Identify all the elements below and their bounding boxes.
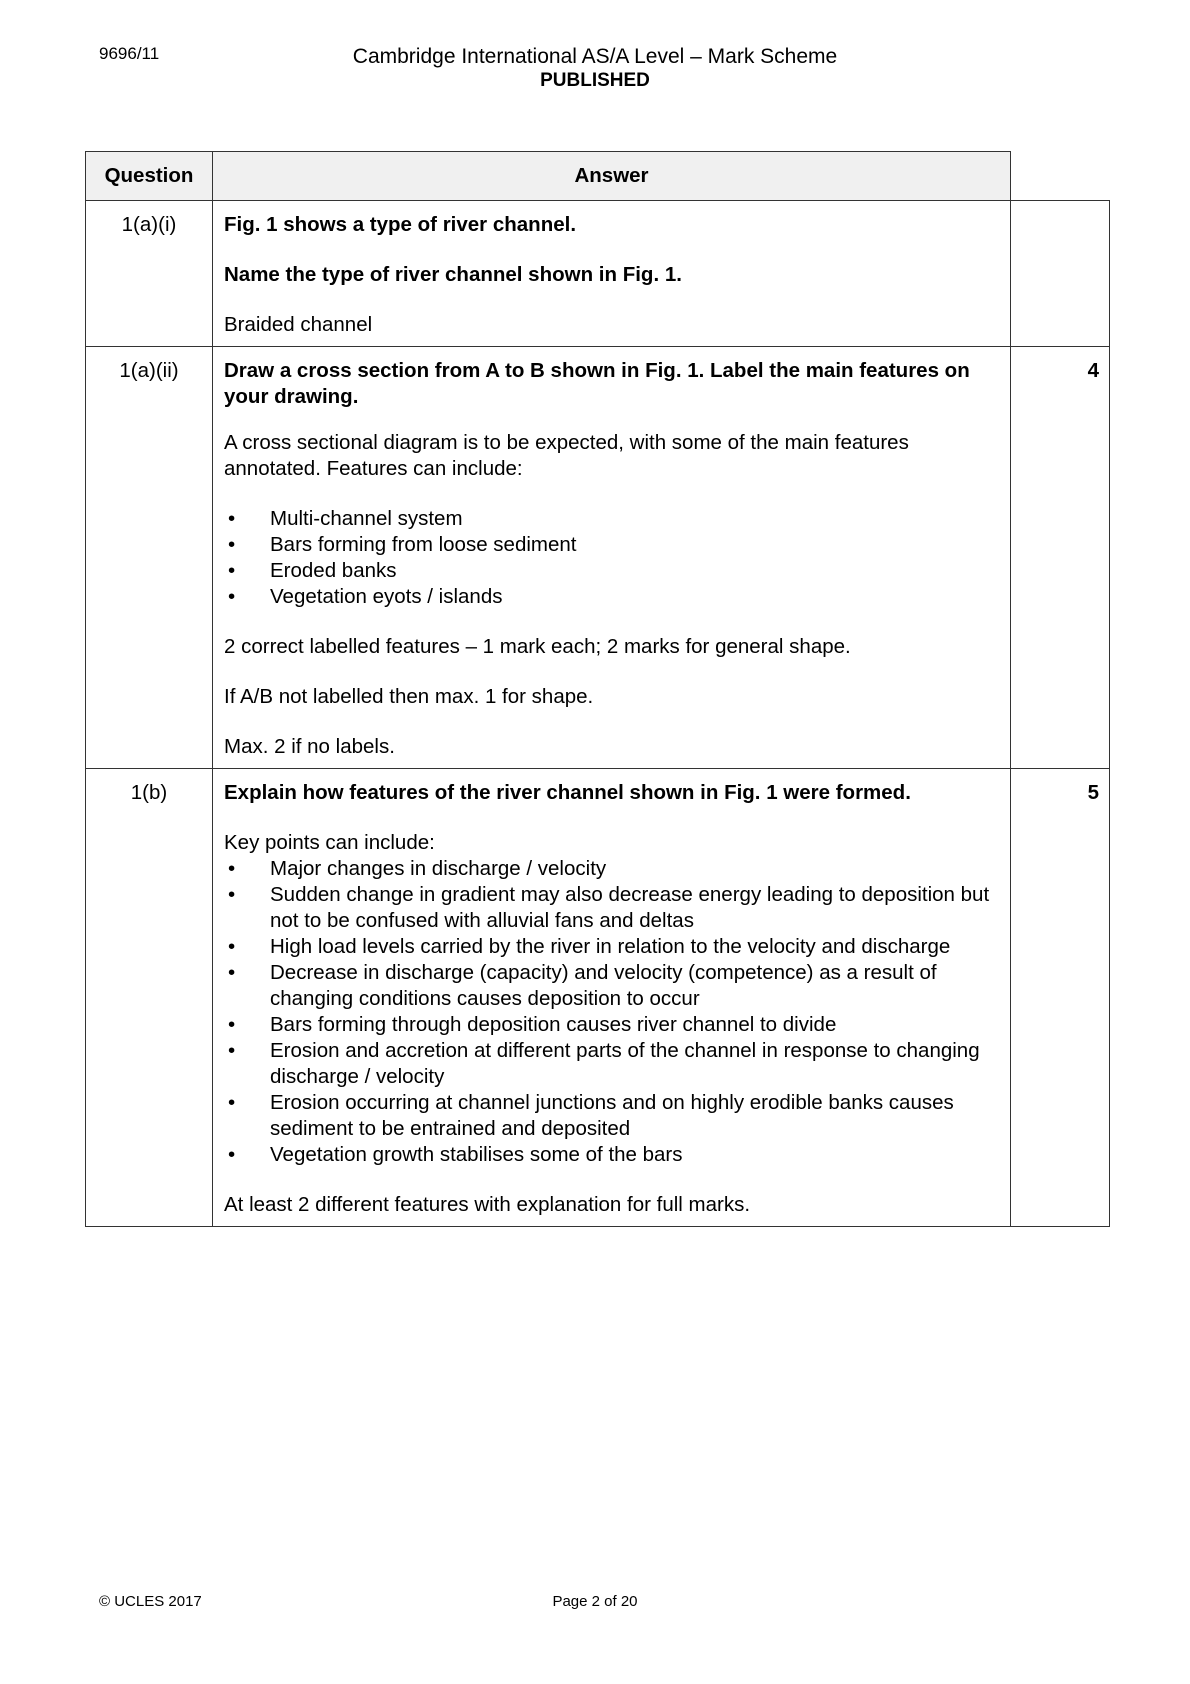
header-answer: Answer bbox=[213, 152, 1011, 201]
marking-note: Max. 2 if no labels. bbox=[224, 735, 395, 758]
answer-cell bbox=[213, 347, 1011, 769]
question-number: 1(a)(i) bbox=[86, 201, 213, 347]
list-item: • Erosion and accretion at different parts of the channel in response to changing discharge / velocity bbox=[224, 1038, 998, 1090]
table-row bbox=[86, 347, 1110, 769]
feature-list bbox=[224, 506, 998, 610]
marking-note: 2 correct labelled features – 1 mark each; 2 marks for general shape. bbox=[224, 635, 851, 658]
marks-cell: 4 bbox=[1011, 347, 1110, 769]
list-item: • Vegetation eyots / islands bbox=[224, 584, 998, 610]
answer-text: Braided channel bbox=[224, 313, 373, 336]
list-item: • Vegetation growth stabilises some of the bars bbox=[224, 1142, 998, 1168]
marks-cell: 5 bbox=[1011, 769, 1110, 1227]
table-row bbox=[86, 201, 1110, 347]
question-prompt: Explain how features of the river channel shown in Fig. 1 were formed. bbox=[224, 781, 911, 804]
list-item: • Multi-channel system bbox=[224, 506, 998, 532]
answer-cell bbox=[213, 769, 1011, 1227]
footer-copyright: © UCLES 2017 bbox=[99, 1593, 202, 1610]
list-item: • Sudden change in gradient may also decrease energy leading to deposition but not to be confused with alluvial fans and deltas bbox=[224, 882, 998, 934]
marking-note: At least 2 different features with explanation for full marks. bbox=[224, 1193, 751, 1216]
answer-cell bbox=[213, 201, 1011, 347]
document-status: PUBLISHED bbox=[540, 70, 650, 91]
question-prompt: Fig. 1 shows a type of river channel. bbox=[224, 213, 577, 236]
question-prompt: Name the type of river channel shown in Fig. 1. bbox=[224, 263, 682, 286]
marking-note: If A/B not labelled then max. 1 for shape. bbox=[224, 685, 594, 708]
header-marks-blank bbox=[1011, 152, 1110, 201]
key-points-list bbox=[224, 856, 998, 1168]
list-item: • Major changes in discharge / velocity bbox=[224, 856, 998, 882]
list-item: • Erosion occurring at channel junctions and on highly erodible banks causes sediment to be entrained and deposited bbox=[224, 1090, 998, 1142]
list-item: • Eroded banks bbox=[224, 558, 998, 584]
document-title: Cambridge International AS/A Level – Mark Scheme bbox=[352, 45, 838, 68]
mark-scheme-table bbox=[85, 151, 1110, 1227]
footer-page-number: Page 2 of 20 bbox=[552, 1593, 638, 1610]
answer-intro: Key points can include: bbox=[224, 831, 435, 854]
answer-intro: A cross sectional diagram is to be expected, with some of the main features annotated. Features can include: bbox=[224, 431, 909, 480]
marks-cell bbox=[1011, 201, 1110, 347]
list-item: • Bars forming from loose sediment bbox=[224, 532, 998, 558]
document-code: 9696/11 bbox=[99, 44, 160, 63]
question-number: 1(b) bbox=[86, 769, 213, 1227]
list-item: • High load levels carried by the river in relation to the velocity and discharge bbox=[224, 934, 998, 960]
list-item: • Decrease in discharge (capacity) and velocity (competence) as a result of changing conditions causes deposition to occur bbox=[224, 960, 998, 1012]
table-header-row bbox=[86, 152, 1110, 201]
list-item: • Bars forming through deposition causes river channel to divide bbox=[224, 1012, 998, 1038]
question-prompt: Draw a cross section from A to B shown in Fig. 1. Label the main features on your drawing. bbox=[224, 359, 970, 408]
table-row bbox=[86, 769, 1110, 1227]
question-number: 1(a)(ii) bbox=[86, 347, 213, 769]
header-question: Question bbox=[86, 152, 213, 201]
